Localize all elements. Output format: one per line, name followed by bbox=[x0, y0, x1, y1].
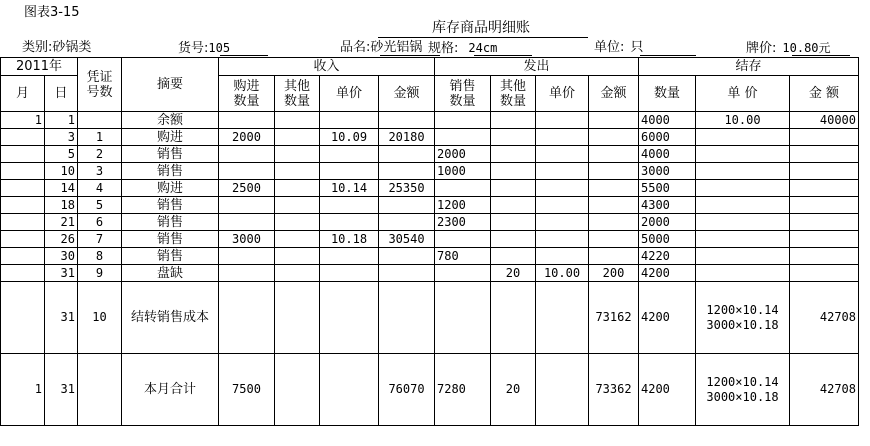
balance-unit-price-line: 3000×10.18 bbox=[706, 389, 779, 404]
cell-income-other-qty bbox=[275, 214, 320, 231]
cell-sales-qty bbox=[435, 265, 491, 282]
header-sales-qty-line2: 数量 bbox=[449, 93, 476, 109]
header-balance-amount: 金 额 bbox=[790, 76, 859, 112]
unit-value: 只 bbox=[630, 40, 644, 55]
cell-month bbox=[1, 214, 45, 231]
cell-income-unit-price bbox=[320, 354, 379, 426]
cell-month bbox=[1, 248, 45, 265]
cell-day: 10 bbox=[45, 163, 78, 180]
cell-income-amount bbox=[379, 214, 435, 231]
cell-income-unit-price bbox=[320, 248, 379, 265]
name-label: 品名: bbox=[340, 40, 371, 55]
cell-day: 1 bbox=[45, 112, 78, 129]
cell-issue-other-qty bbox=[491, 146, 536, 163]
cell-issue-other-qty bbox=[491, 129, 536, 146]
cell-issue-amount bbox=[589, 129, 639, 146]
cell-summary: 销售 bbox=[122, 146, 219, 163]
header-balance-unit-price: 单 价 bbox=[696, 76, 790, 112]
cell-balance-amount bbox=[790, 197, 859, 214]
cell-issue-other-qty bbox=[491, 112, 536, 129]
cell-income-unit-price bbox=[320, 146, 379, 163]
cell-income-unit-price bbox=[320, 197, 379, 214]
ledger-row bbox=[1, 265, 859, 282]
cell-issue-other-qty: 20 bbox=[491, 265, 536, 282]
cell-purchase-qty bbox=[219, 265, 275, 282]
cell-balance-unit-price bbox=[696, 129, 790, 146]
cell-income-unit-price bbox=[320, 112, 379, 129]
cell-day: 14 bbox=[45, 180, 78, 197]
header-income-other-qty bbox=[275, 76, 320, 112]
cell-income-other-qty bbox=[275, 354, 320, 426]
cell-income-amount bbox=[379, 265, 435, 282]
ledger-row bbox=[1, 146, 859, 163]
unit-underline bbox=[640, 55, 696, 56]
cell-day: 18 bbox=[45, 197, 78, 214]
cell-month: 1 bbox=[1, 354, 45, 426]
cell-income-other-qty bbox=[275, 231, 320, 248]
cell-summary: 本月合计 bbox=[122, 354, 219, 426]
cell-issue-unit-price bbox=[536, 214, 589, 231]
header-issue-other-line1: 其他 bbox=[499, 78, 526, 94]
header-year: 2011年 bbox=[1, 58, 78, 76]
spec-value: 24cm bbox=[468, 41, 498, 55]
cell-voucher: 3 bbox=[78, 163, 122, 180]
cell-balance-qty: 4300 bbox=[639, 197, 696, 214]
cell-balance-unit-price bbox=[696, 197, 790, 214]
balance-unit-price-line: 1200×10.14 bbox=[706, 302, 779, 317]
cell-income-unit-price bbox=[320, 214, 379, 231]
cell-balance-qty: 5000 bbox=[639, 231, 696, 248]
cell-day: 5 bbox=[45, 146, 78, 163]
header-voucher-line1: 凭证 bbox=[86, 69, 113, 85]
balance-unit-price-line: 10.00 bbox=[724, 112, 761, 127]
cell-balance-amount bbox=[790, 248, 859, 265]
cell-balance-unit-price bbox=[696, 231, 790, 248]
cell-income-other-qty bbox=[275, 180, 320, 197]
cell-issue-amount bbox=[589, 231, 639, 248]
cell-balance-unit-price bbox=[696, 248, 790, 265]
header-issue-unit-price: 单价 bbox=[536, 76, 589, 112]
cell-income-amount bbox=[379, 163, 435, 180]
cell-income-amount bbox=[379, 197, 435, 214]
cell-issue-unit-price bbox=[536, 129, 589, 146]
cell-purchase-qty: 2000 bbox=[219, 129, 275, 146]
cell-balance-qty: 4200 bbox=[639, 282, 696, 354]
cell-balance-qty: 5500 bbox=[639, 180, 696, 197]
header-balance-qty: 数量 bbox=[639, 76, 696, 112]
cell-income-unit-price: 10.18 bbox=[320, 231, 379, 248]
cell-month: 1 bbox=[1, 112, 45, 129]
cell-summary: 销售 bbox=[122, 214, 219, 231]
header-voucher-line2: 号数 bbox=[86, 84, 113, 100]
ledger-title: 库存商品明细账 bbox=[432, 20, 530, 36]
cell-issue-amount bbox=[589, 180, 639, 197]
cell-issue-amount: 200 bbox=[589, 265, 639, 282]
balance-unit-price-line: 3000×10.18 bbox=[706, 317, 779, 332]
ledger-row bbox=[1, 248, 859, 265]
spec-underline bbox=[474, 55, 532, 56]
cell-sales-qty: 1000 bbox=[435, 163, 491, 180]
cell-voucher: 7 bbox=[78, 231, 122, 248]
unit-field bbox=[594, 40, 643, 56]
cell-month bbox=[1, 265, 45, 282]
cell-income-other-qty bbox=[275, 197, 320, 214]
cell-issue-unit-price bbox=[536, 146, 589, 163]
price-underline bbox=[792, 55, 850, 56]
cell-income-other-qty bbox=[275, 265, 320, 282]
header-income-unit-price: 单价 bbox=[320, 76, 379, 112]
cell-issue-unit-price bbox=[536, 354, 589, 426]
cell-day: 21 bbox=[45, 214, 78, 231]
header-sales-qty bbox=[435, 76, 491, 112]
name-value: 砂光铝锅 bbox=[370, 40, 423, 55]
cell-sales-qty: 2300 bbox=[435, 214, 491, 231]
cell-issue-unit-price bbox=[536, 282, 589, 354]
header-income-amount: 金额 bbox=[379, 76, 435, 112]
cell-sales-qty: 780 bbox=[435, 248, 491, 265]
cell-balance-amount bbox=[790, 214, 859, 231]
cell-balance-unit-price bbox=[696, 214, 790, 231]
cell-purchase-qty bbox=[219, 112, 275, 129]
ledger-row bbox=[1, 354, 859, 426]
ledger-row bbox=[1, 163, 859, 180]
header-income-other-line2: 数量 bbox=[283, 93, 310, 109]
cell-income-amount: 30540 bbox=[379, 231, 435, 248]
cell-sales-qty bbox=[435, 180, 491, 197]
cell-issue-amount bbox=[589, 248, 639, 265]
cell-purchase-qty bbox=[219, 163, 275, 180]
cell-month bbox=[1, 197, 45, 214]
ledger-row bbox=[1, 231, 859, 248]
name-field bbox=[340, 40, 422, 56]
header-income: 收入 bbox=[219, 58, 435, 76]
cell-issue-other-qty bbox=[491, 163, 536, 180]
cell-income-other-qty bbox=[275, 282, 320, 354]
header-issue-amount: 金额 bbox=[589, 76, 639, 112]
cell-balance-amount bbox=[790, 163, 859, 180]
header-issue: 发出 bbox=[435, 58, 639, 76]
header-issue-other-line2: 数量 bbox=[499, 93, 526, 109]
cell-voucher: 4 bbox=[78, 180, 122, 197]
ledger-row bbox=[1, 129, 859, 146]
header-purchase-qty bbox=[219, 76, 275, 112]
cell-voucher: 1 bbox=[78, 129, 122, 146]
cell-income-amount bbox=[379, 282, 435, 354]
header-sales-qty-line1: 销售 bbox=[449, 78, 476, 94]
cell-sales-qty: 2000 bbox=[435, 146, 491, 163]
cell-income-amount: 76070 bbox=[379, 354, 435, 426]
cell-income-amount: 20180 bbox=[379, 129, 435, 146]
cell-issue-amount: 73162 bbox=[589, 282, 639, 354]
cell-issue-unit-price: 10.00 bbox=[536, 265, 589, 282]
unit-label: 单位: bbox=[594, 40, 625, 55]
cell-income-amount bbox=[379, 146, 435, 163]
cell-issue-amount bbox=[589, 146, 639, 163]
category-field bbox=[22, 40, 91, 56]
cell-day: 31 bbox=[45, 282, 78, 354]
header-issue-other-qty bbox=[491, 76, 536, 112]
cell-balance-qty: 3000 bbox=[639, 163, 696, 180]
ledger-row bbox=[1, 112, 859, 129]
cell-summary: 销售 bbox=[122, 231, 219, 248]
cell-purchase-qty bbox=[219, 282, 275, 354]
cell-issue-other-qty bbox=[491, 248, 536, 265]
cell-summary: 销售 bbox=[122, 163, 219, 180]
header-income-other-line1: 其他 bbox=[283, 78, 310, 94]
cell-income-other-qty bbox=[275, 146, 320, 163]
cell-month bbox=[1, 231, 45, 248]
cell-voucher: 8 bbox=[78, 248, 122, 265]
cell-issue-amount: 73362 bbox=[589, 354, 639, 426]
cell-purchase-qty: 3000 bbox=[219, 231, 275, 248]
cell-issue-other-qty bbox=[491, 180, 536, 197]
cell-day: 31 bbox=[45, 354, 78, 426]
cell-purchase-qty bbox=[219, 146, 275, 163]
cell-sales-qty bbox=[435, 112, 491, 129]
ledger-row bbox=[1, 197, 859, 214]
cell-month bbox=[1, 129, 45, 146]
cell-income-unit-price bbox=[320, 265, 379, 282]
cell-issue-unit-price bbox=[536, 163, 589, 180]
cell-sales-qty bbox=[435, 282, 491, 354]
cell-issue-amount bbox=[589, 112, 639, 129]
cell-balance-amount bbox=[790, 265, 859, 282]
cell-issue-other-qty bbox=[491, 214, 536, 231]
cell-day: 3 bbox=[45, 129, 78, 146]
spec-label: 规格: bbox=[428, 41, 459, 56]
cell-balance-qty: 2000 bbox=[639, 214, 696, 231]
cell-issue-other-qty bbox=[491, 231, 536, 248]
cell-issue-other-qty bbox=[491, 282, 536, 354]
cell-balance-unit-price bbox=[696, 112, 790, 129]
cell-balance-unit-price bbox=[696, 146, 790, 163]
cell-voucher: 10 bbox=[78, 282, 122, 354]
cell-summary: 余额 bbox=[122, 112, 219, 129]
header-summary: 摘要 bbox=[122, 58, 219, 112]
cell-issue-unit-price bbox=[536, 197, 589, 214]
cell-voucher: 6 bbox=[78, 214, 122, 231]
cell-summary: 销售 bbox=[122, 197, 219, 214]
cell-purchase-qty: 2500 bbox=[219, 180, 275, 197]
header-purchase-qty-line1: 购进 bbox=[233, 78, 260, 94]
cell-balance-unit-price bbox=[696, 163, 790, 180]
cell-day: 30 bbox=[45, 248, 78, 265]
cell-month bbox=[1, 180, 45, 197]
cell-income-amount bbox=[379, 112, 435, 129]
cell-month bbox=[1, 282, 45, 354]
cell-issue-unit-price bbox=[536, 112, 589, 129]
cell-issue-other-qty: 20 bbox=[491, 354, 536, 426]
ledger-row bbox=[1, 282, 859, 354]
cell-balance-qty: 4220 bbox=[639, 248, 696, 265]
cell-summary: 销售 bbox=[122, 248, 219, 265]
cell-balance-unit-price bbox=[696, 282, 790, 354]
cell-purchase-qty bbox=[219, 197, 275, 214]
ledger-table bbox=[0, 57, 859, 426]
cell-month bbox=[1, 163, 45, 180]
cell-sales-qty bbox=[435, 231, 491, 248]
cell-income-other-qty bbox=[275, 129, 320, 146]
cell-balance-amount bbox=[790, 146, 859, 163]
cell-income-unit-price: 10.09 bbox=[320, 129, 379, 146]
cell-issue-unit-price bbox=[536, 248, 589, 265]
header-voucher bbox=[78, 58, 122, 112]
cell-income-amount bbox=[379, 248, 435, 265]
price-label: 牌价: bbox=[746, 41, 777, 56]
cell-issue-unit-price bbox=[536, 180, 589, 197]
cell-balance-amount: 42708 bbox=[790, 354, 859, 426]
ledger-row bbox=[1, 180, 859, 197]
cell-balance-qty: 6000 bbox=[639, 129, 696, 146]
cell-income-other-qty bbox=[275, 248, 320, 265]
title-underline bbox=[378, 37, 588, 38]
cell-issue-amount bbox=[589, 163, 639, 180]
cell-month bbox=[1, 146, 45, 163]
cell-summary: 盘缺 bbox=[122, 265, 219, 282]
cell-day: 26 bbox=[45, 231, 78, 248]
category-label: 类别: bbox=[22, 40, 53, 55]
cell-voucher bbox=[78, 112, 122, 129]
cell-balance-qty: 4000 bbox=[639, 112, 696, 129]
cell-purchase-qty bbox=[219, 248, 275, 265]
cell-income-amount: 25350 bbox=[379, 180, 435, 197]
item-no-underline bbox=[220, 55, 268, 56]
cell-issue-amount bbox=[589, 214, 639, 231]
cell-summary: 结转销售成本 bbox=[122, 282, 219, 354]
item-no-value: 105 bbox=[208, 41, 231, 55]
cell-purchase-qty: 7500 bbox=[219, 354, 275, 426]
cell-balance-unit-price bbox=[696, 180, 790, 197]
cell-purchase-qty bbox=[219, 214, 275, 231]
cell-income-unit-price bbox=[320, 163, 379, 180]
cell-issue-unit-price bbox=[536, 231, 589, 248]
cell-summary: 购进 bbox=[122, 129, 219, 146]
cell-balance-amount: 40000 bbox=[790, 112, 859, 129]
cell-voucher: 2 bbox=[78, 146, 122, 163]
category-value: 砂锅类 bbox=[52, 40, 92, 55]
price-value: 10.80元 bbox=[782, 41, 831, 55]
balance-unit-price-line: 1200×10.14 bbox=[706, 374, 779, 389]
cell-balance-qty: 4000 bbox=[639, 146, 696, 163]
cell-balance-amount bbox=[790, 129, 859, 146]
cell-voucher bbox=[78, 354, 122, 426]
cell-balance-qty: 4200 bbox=[639, 354, 696, 426]
cell-income-other-qty bbox=[275, 112, 320, 129]
cell-income-unit-price bbox=[320, 282, 379, 354]
cell-balance-unit-price bbox=[696, 265, 790, 282]
cell-balance-qty: 4200 bbox=[639, 265, 696, 282]
cell-voucher: 9 bbox=[78, 265, 122, 282]
ledger-row bbox=[1, 214, 859, 231]
cell-voucher: 5 bbox=[78, 197, 122, 214]
cell-income-unit-price: 10.14 bbox=[320, 180, 379, 197]
cell-sales-qty: 7280 bbox=[435, 354, 491, 426]
cell-balance-unit-price bbox=[696, 354, 790, 426]
figure-label: 图表3-15 bbox=[24, 5, 80, 20]
header-month: 月 bbox=[1, 76, 45, 112]
cell-sales-qty: 1200 bbox=[435, 197, 491, 214]
cell-summary: 购进 bbox=[122, 180, 219, 197]
cell-issue-other-qty bbox=[491, 197, 536, 214]
cell-issue-amount bbox=[589, 197, 639, 214]
cell-sales-qty bbox=[435, 129, 491, 146]
cell-day: 31 bbox=[45, 265, 78, 282]
header-purchase-qty-line2: 数量 bbox=[233, 93, 260, 109]
header-day: 日 bbox=[45, 76, 78, 112]
item-no-label: 货号: bbox=[178, 41, 209, 56]
cell-balance-amount bbox=[790, 180, 859, 197]
header-balance: 结存 bbox=[639, 58, 859, 76]
cell-income-other-qty bbox=[275, 163, 320, 180]
cell-balance-amount bbox=[790, 231, 859, 248]
cell-balance-amount: 42708 bbox=[790, 282, 859, 354]
